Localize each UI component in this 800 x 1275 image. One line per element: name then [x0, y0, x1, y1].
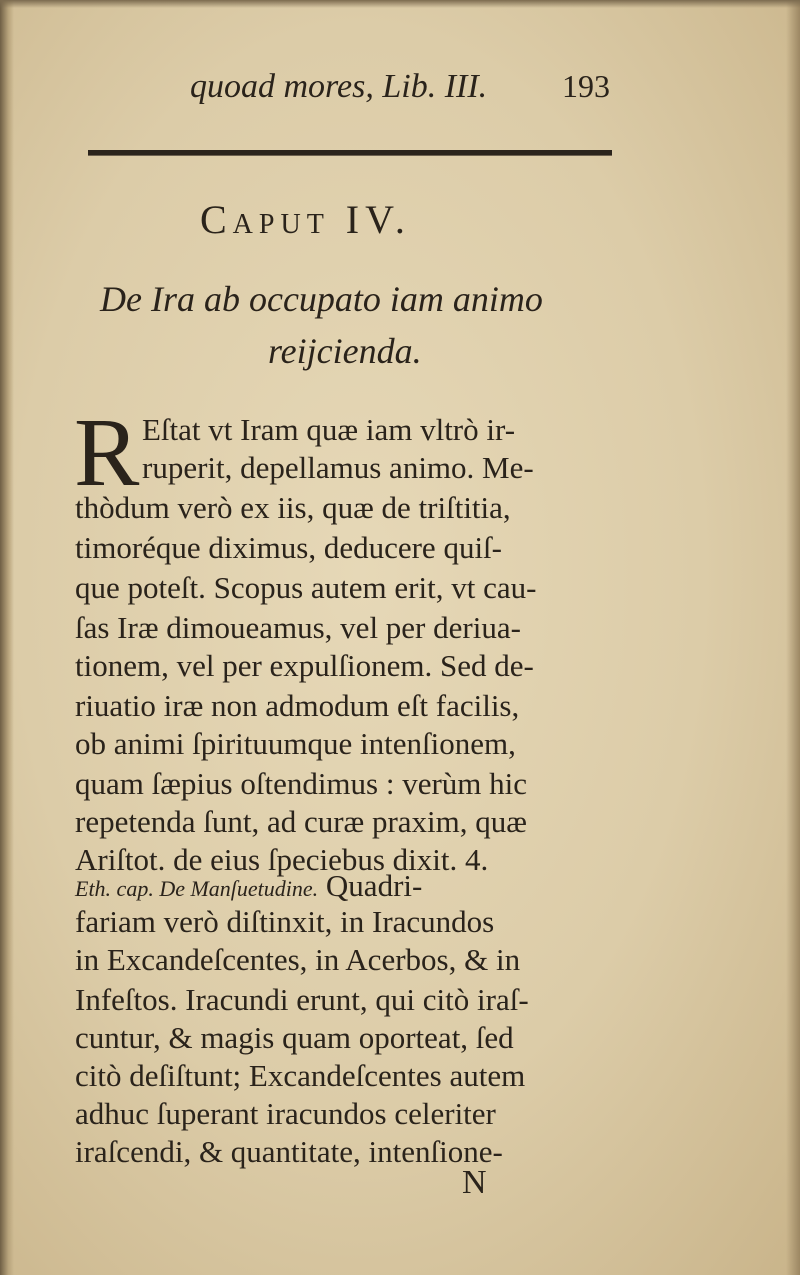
chapter-subtitle-line-2: reijcienda.	[268, 331, 422, 371]
page-edge-shadow	[786, 0, 800, 1275]
signature-mark: N	[462, 1164, 487, 1201]
chapter-heading: Caput IV.	[200, 197, 411, 242]
text-line: ruperit, depellamus animo. Me-	[142, 450, 534, 485]
text-line: Ariſtot. de eius ſpeciebus dixit. 4.	[75, 842, 489, 877]
text-line: adhuc ſuperant iracundos celeriter	[75, 1096, 496, 1131]
text-line: Infeſtos. Iracundi erunt, qui citò iraſ-	[75, 982, 529, 1017]
page-number: 193	[562, 68, 610, 104]
text-line: fariam verò diſtinxit, in Iracundos	[75, 904, 495, 939]
text-line: que poteſt. Scopus autem erit, vt cau-	[75, 570, 537, 605]
text-line-reference	[75, 868, 613, 908]
page-top-shadow	[0, 0, 800, 8]
text-line: Eſtat vt Iram quæ iam vltrò ir-	[142, 412, 516, 447]
text-line: riuatio iræ non admodum eſt facilis,	[75, 688, 520, 723]
text-line: quam ſæpius oſtendimus : verùm hic	[75, 766, 528, 801]
chapter-subtitle-line-1: De Ira ab occupato iam animo	[100, 279, 543, 319]
header-rule	[88, 150, 612, 156]
running-head-text: quoad mores, Lib. III.	[190, 68, 488, 105]
drop-cap: R	[74, 399, 140, 507]
text-line: ſas Iræ dimoueamus, vel per deriua-	[75, 610, 521, 645]
text-line: repetenda ſunt, ad curæ praxim, quæ	[75, 804, 527, 839]
text-line: cuntur, & magis quam oporteat, ſed	[75, 1020, 514, 1055]
text-line: ob animi ſpirituumque intenſionem,	[75, 726, 516, 761]
book-gutter-shadow	[0, 0, 14, 1275]
text-line: citò deſiſtunt; Excandeſcentes autem	[75, 1058, 526, 1093]
reference-citation: Eth. cap. De Manſuetudine.	[75, 876, 319, 901]
text-line: thòdum verò ex iis, quæ de triſtitia,	[75, 490, 511, 525]
text-line: tionem, vel per expulſionem. Sed de-	[75, 648, 534, 683]
text-line: in Excandeſcentes, in Acerbos, & in	[75, 942, 521, 977]
reference-line-rest: Quadri-	[318, 868, 423, 903]
text-line: iraſcendi, & quantitate, intenſione-	[75, 1134, 503, 1169]
running-head	[190, 68, 630, 112]
text-line: timoréque diximus, deducere quiſ-	[75, 530, 502, 565]
